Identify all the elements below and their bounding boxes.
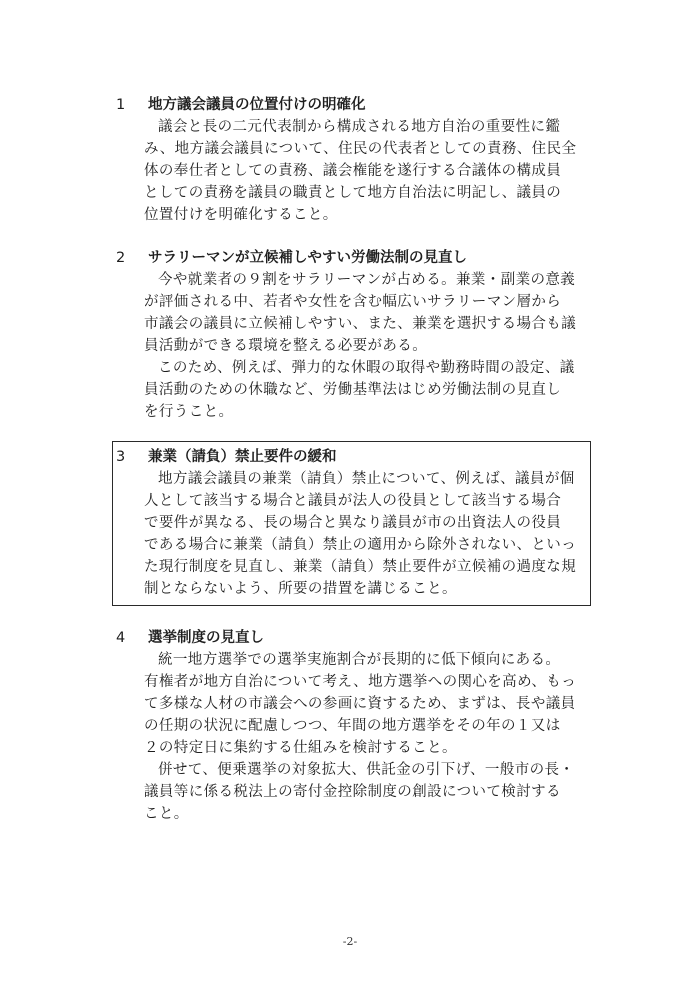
section-4: [116, 627, 596, 825]
body-line: の任期の状況に配慮しつつ、年間の地方選挙をその年の１又は: [144, 718, 561, 734]
body-line: た現行制度を見直し、兼業（請負）禁止要件が立候補の過度な規: [144, 559, 577, 575]
section-4-number: 4: [116, 630, 126, 646]
body-line: 統一地方選挙での選挙実施割合が長期的に低下傾向にある。: [158, 652, 561, 668]
page-number: -2-: [342, 935, 358, 948]
body-line: を行うこと。: [144, 404, 234, 420]
section-3-title: 兼業（請負）禁止要件の緩和: [148, 449, 337, 465]
body-line: である場合に兼業（請負）禁止の適用から除外されない、といっ: [144, 537, 577, 553]
body-line: 員活動のための休職など、労働基準法はじめ労働法制の見直し: [144, 382, 562, 398]
body-line: ２の特定日に集約する仕組みを検討すること。: [144, 740, 457, 756]
section-1: [116, 94, 596, 226]
section-3: [116, 446, 596, 600]
section-3-heading: [116, 446, 596, 468]
body-line: こと。: [144, 806, 189, 822]
body-line: で要件が異なる、長の場合と異なり議員が市の出資法人の役員: [144, 515, 562, 531]
section-4-body: [144, 649, 588, 825]
section-2-heading: [116, 247, 596, 269]
body-line: としての責務を議員の職責として地方自治法に明記し、議員の: [144, 185, 562, 201]
body-line: 議会と長の二元代表制から構成される地方自治の重要性に鑑: [158, 119, 561, 135]
body-line: 市議会の議員に立候補しやすい、また、兼業を選択する場合も議: [144, 316, 577, 332]
section-2: [116, 247, 596, 423]
body-line: 地方議会議員の兼業（請負）禁止について、例えば、議員が個: [158, 471, 575, 487]
section-1-number: 1: [116, 97, 126, 113]
body-line: 有権者が地方自治について考え、地方選挙への関心を高め、もっ: [144, 674, 577, 690]
body-line: 員活動ができる環境を整える必要がある。: [144, 338, 428, 354]
section-3-body: [144, 468, 588, 600]
body-line: が評価される中、若者や女性を含む幅広いサラリーマン層から: [144, 294, 562, 310]
section-1-title: 地方議会議員の位置付けの明確化: [148, 97, 366, 113]
section-2-body: [144, 269, 588, 423]
body-line: このため、例えば、弾力的な休暇の取得や勤務時間の設定、議: [158, 360, 575, 376]
section-1-body: [144, 116, 588, 226]
body-line: て多様な人材の市議会への参画に資するため、まずは、長や議員: [144, 696, 576, 712]
section-4-title: 選挙制度の見直し: [148, 630, 264, 646]
body-line: 制とならないよう、所要の措置を講じること。: [144, 581, 457, 597]
section-2-number: 2: [116, 250, 126, 266]
body-line: 位置付けを明確化すること。: [144, 207, 338, 223]
body-line: み、地方議会議員について、住民の代表者としての責務、住民全: [144, 141, 577, 157]
body-line: 今や就業者の９割をサラリーマンが占める。兼業・副業の意義: [158, 272, 576, 288]
body-line: 併せて、便乗選挙の対象拡大、供託金の引下げ、一般市の長・: [158, 762, 575, 778]
section-3-number: 3: [116, 449, 126, 465]
section-4-heading: [116, 627, 596, 649]
body-line: 議員等に係る税法上の寄付金控除制度の創設について検討する: [144, 784, 561, 800]
body-line: 人として該当する場合と議員が法人の役員として該当する場合: [144, 493, 562, 509]
body-line: 体の奉仕者としての責務、議会権能を遂行する合議体の構成員: [144, 163, 562, 179]
section-1-heading: [116, 94, 596, 116]
section-2-title: サラリーマンが立候補しやすい労働法制の見直し: [148, 250, 467, 266]
